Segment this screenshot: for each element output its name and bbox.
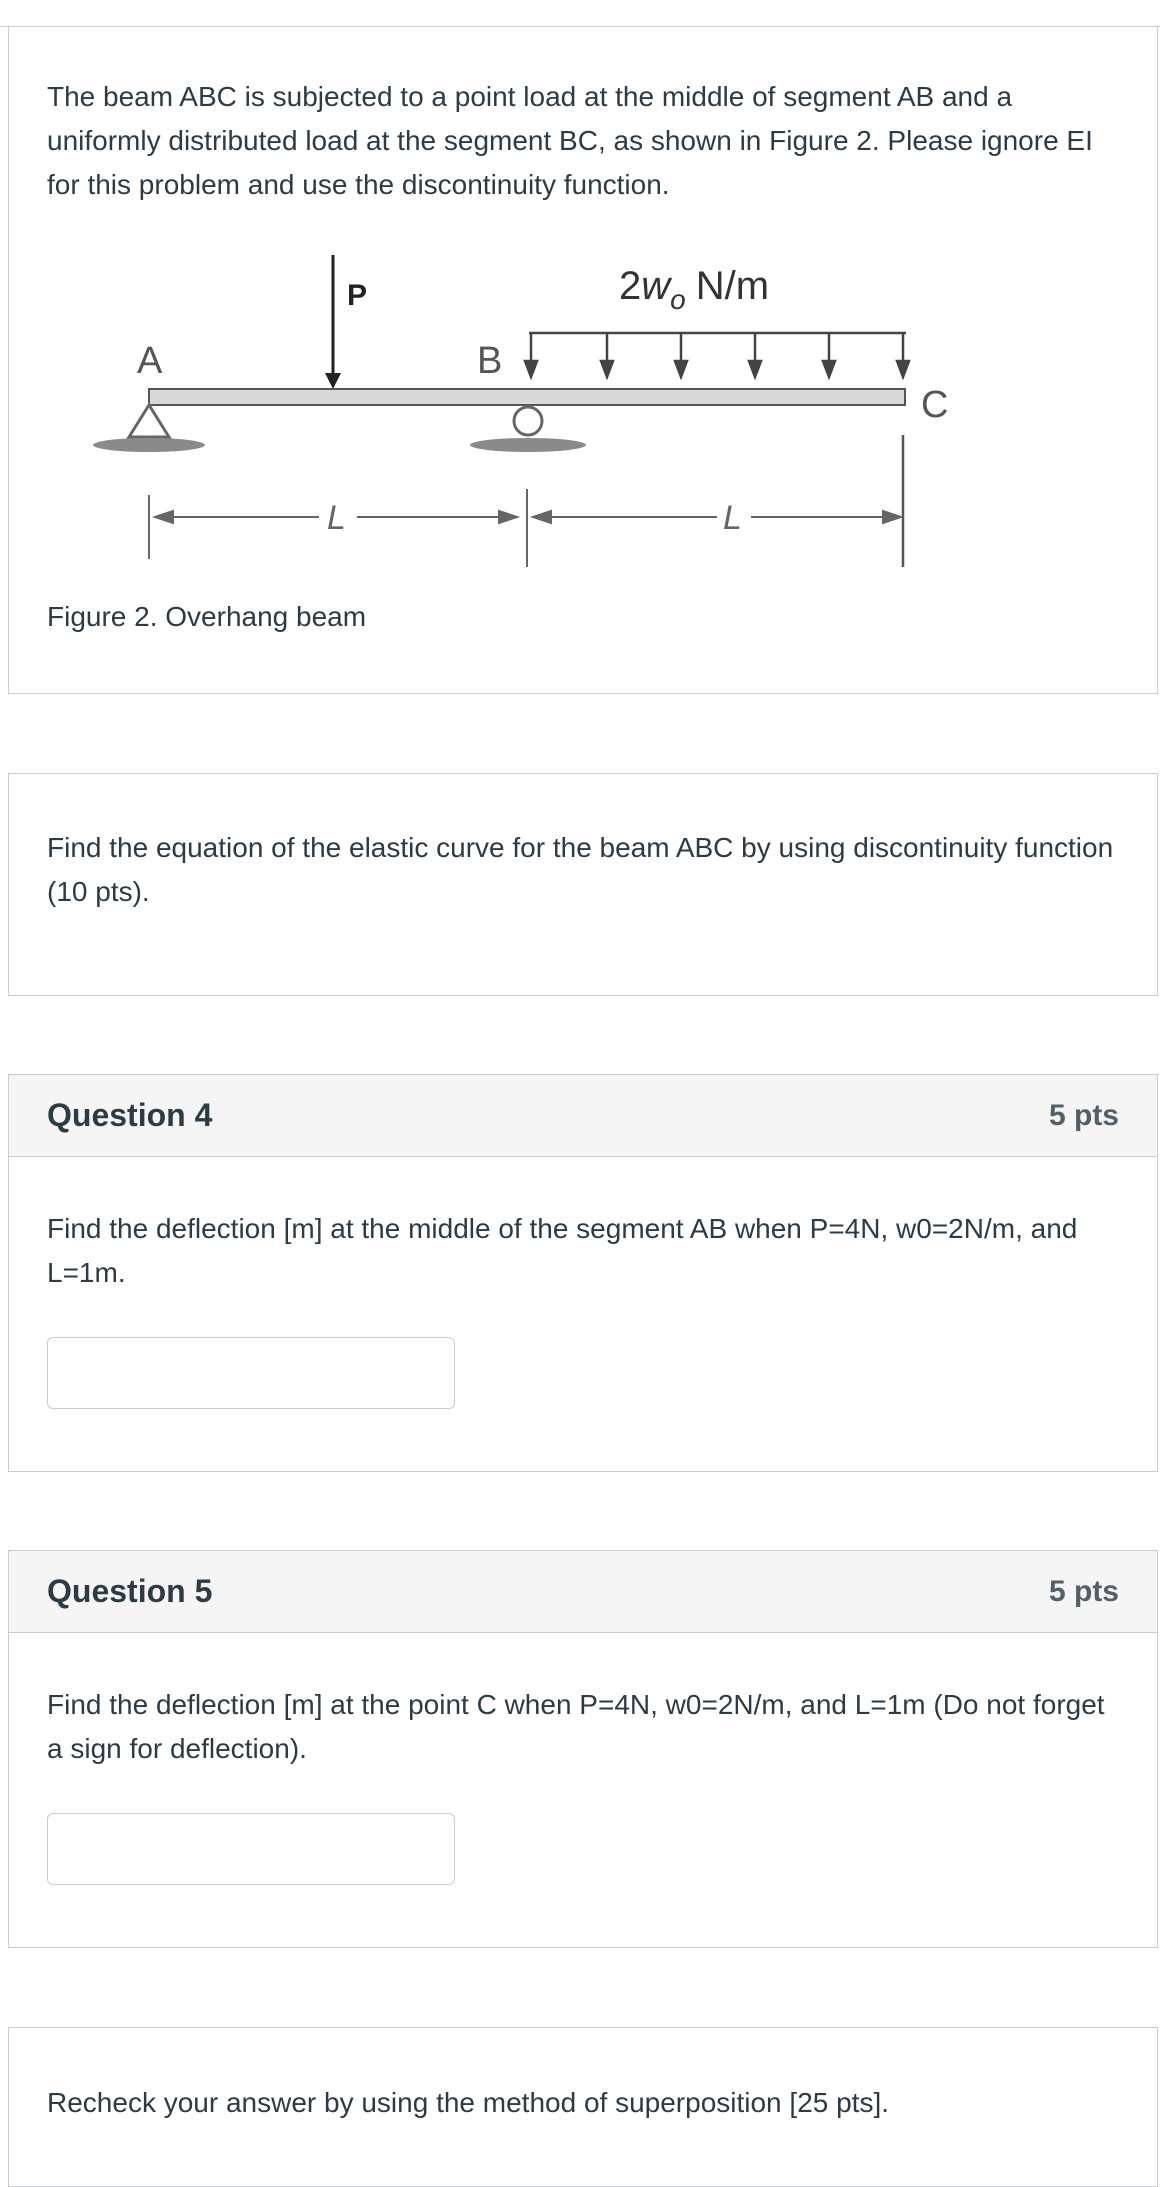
point-load-arrowhead — [325, 373, 341, 389]
roller-support-b — [514, 407, 542, 435]
question-5-text: Find the deflection [m] at the point C when P=4N, w0=2N/m, and L=1m (Do not forget a sign for deflection). — [47, 1689, 1105, 1764]
question-5-title: Question 5 — [47, 1573, 213, 1609]
elastic-curve-text: Find the equation of the elastic curve for the beam ABC by using discontinuity function (10 pts). — [47, 832, 1114, 907]
dimension-bc — [527, 489, 901, 567]
problem-intro: The beam ABC is subjected to a point load at the middle of segment AB and a uniformly distributed load at the segment BC, as shown in Figure 2. Please ignore EI for this problem and use the discontinuity function. — [47, 81, 1093, 200]
question-5-header — [9, 1551, 1157, 1633]
dimension-ab-label: L — [327, 499, 346, 537]
beam — [149, 389, 905, 405]
label-c: C — [921, 384, 949, 426]
question-5-answer-input[interactable] — [47, 1813, 455, 1885]
question-4-header — [9, 1075, 1157, 1157]
question-4-text: Find the deflection [m] at the middle of the segment AB when P=4N, w0=2N/m, and L=1m. — [47, 1213, 1078, 1288]
distributed-load-arrows — [525, 333, 909, 377]
question-4-answer-input[interactable] — [47, 1337, 455, 1409]
recheck-text: Recheck your answer by using the method of superposition [25 pts]. — [47, 2087, 890, 2118]
recheck-panel — [8, 2027, 1158, 2187]
question-4-title: Question 4 — [47, 1097, 213, 1133]
pin-support-a — [129, 405, 169, 437]
question-4-points: 5 pts — [1048, 1098, 1119, 1132]
ground-a — [93, 438, 205, 452]
figure-caption: Figure 2. Overhang beam — [47, 601, 367, 632]
label-b: B — [477, 340, 503, 382]
elastic-curve-panel — [8, 773, 1158, 996]
ground-b — [470, 438, 586, 452]
beam-figure — [49, 237, 1029, 577]
dimension-bc-label: L — [723, 499, 742, 537]
question-5-panel — [8, 1550, 1158, 1948]
distributed-load-label: $2w_o$ N/m — [619, 264, 770, 315]
question-4-panel — [8, 1074, 1158, 1472]
label-a: A — [137, 340, 163, 382]
question-5-points: 5 pts — [1048, 1574, 1119, 1608]
problem-panel — [8, 26, 1158, 694]
point-load-label: P — [347, 279, 368, 312]
